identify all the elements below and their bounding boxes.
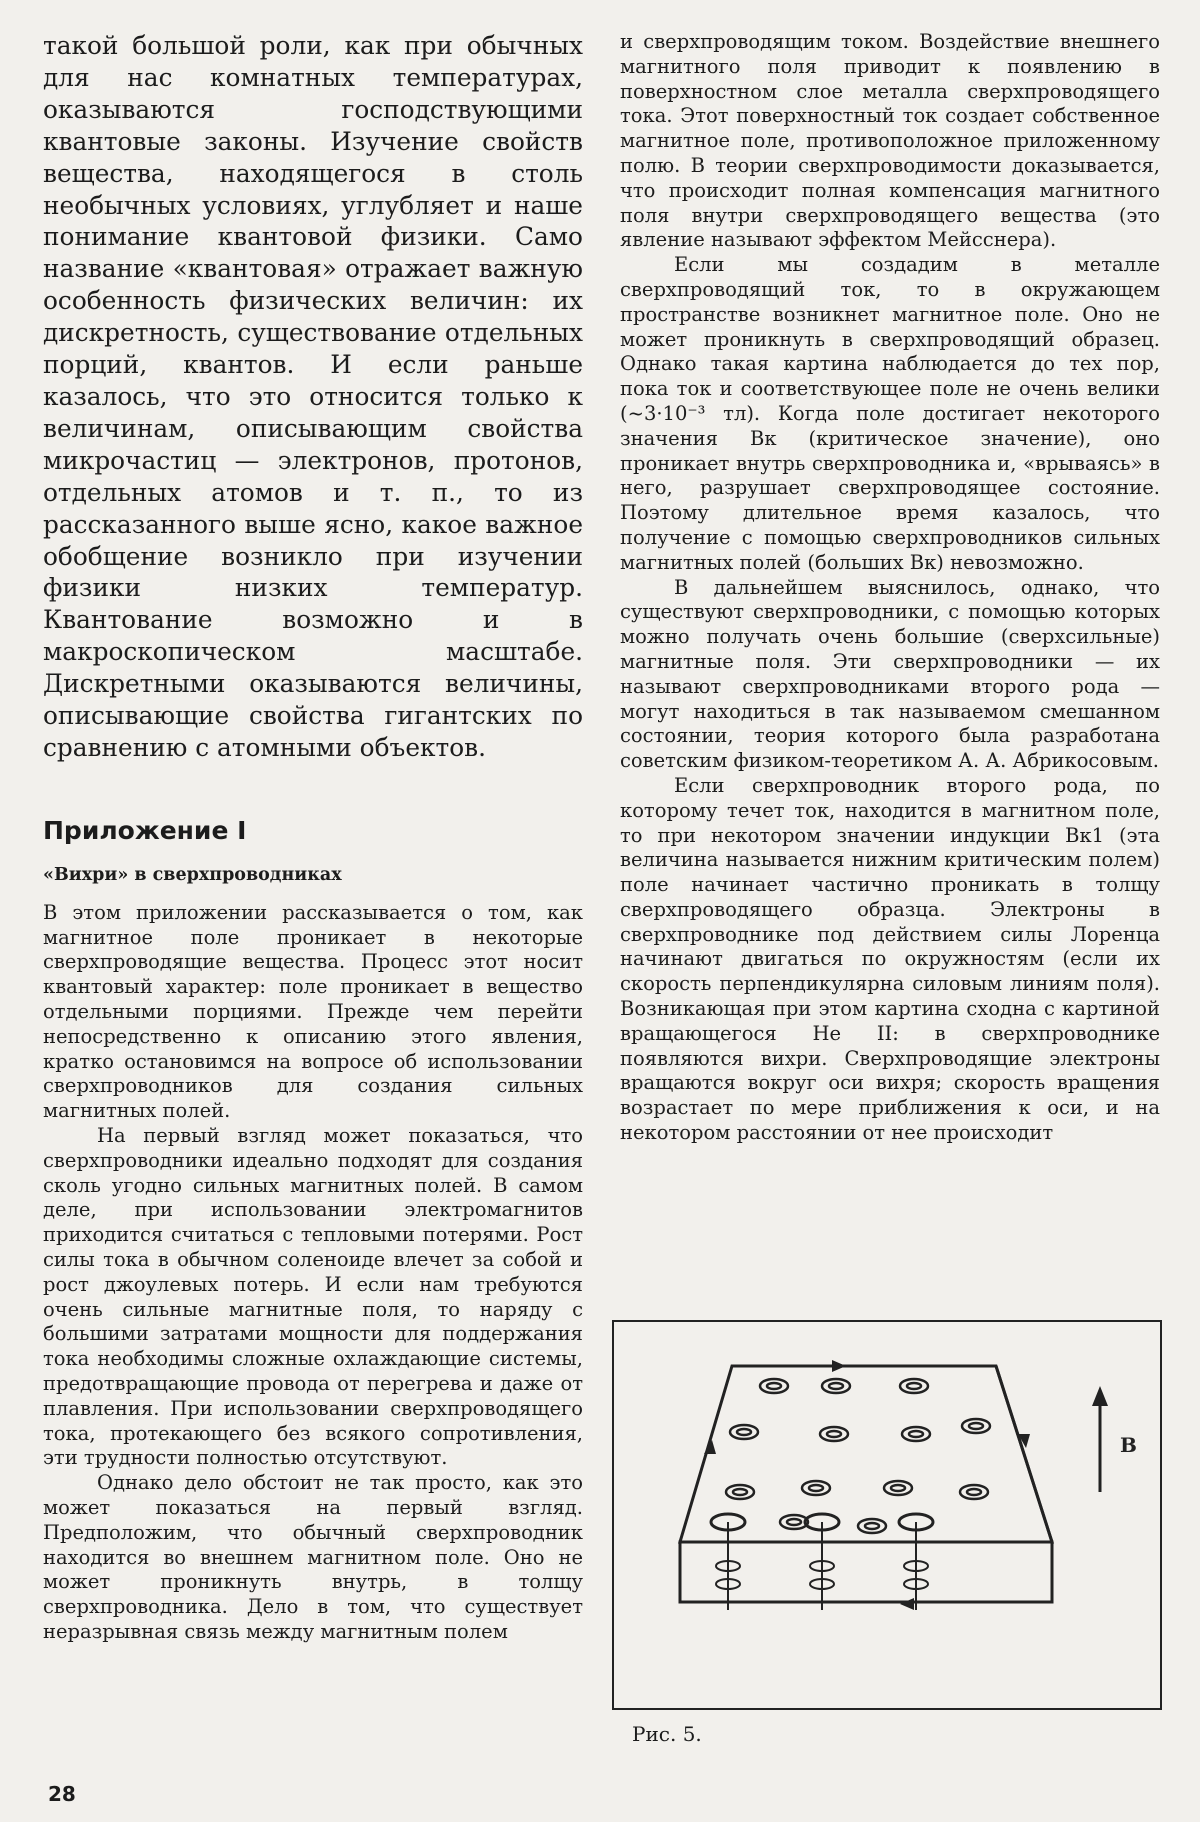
page-number: 28 bbox=[48, 1782, 76, 1806]
vortex-figure bbox=[612, 1320, 1162, 1710]
figure-caption: Рис. 5. bbox=[632, 1722, 702, 1746]
paragraph: Если сверхпроводник второго рода, по которому течет ток, находится в магнитном поле, то при некотором значении индукции Bк1 (эта величина называется нижним критическим полем) поле начинает частично проникать в толщу сверхпроводящего образца. Электроны в сверхпроводнике под действием силы Лоренца начинают двигаться по окружностям (если их скорость перпендикулярна силовым линиям поля). Возникающая при этом картина сходна с картиной вращающегося He II: в сверхпроводнике появляются вихри. Сверхпроводящие электроны вращаются вокруг оси вихря; скорость вращения возрастает по мере приближения к оси, и на некотором расстоянии от нее происходит bbox=[620, 773, 1160, 1145]
right-column bbox=[620, 30, 1160, 1146]
paragraph: В этом приложении рассказывается о том, как магнитное поле проникает в некоторые сверхпроводящие вещества. Процесс этот носит квантовый характер: поле проникает в вещество отдельными порциями. Прежде чем перейти непосредственно к описанию этого явления, кратко остановимся на вопросе об использовании сверхпроводников для создания сильных магнитных полей. bbox=[43, 900, 583, 1123]
paragraph: Однако дело обстоит не так просто, как это может показаться на первый взгляд. Предположим, что обычный сверхпроводник находится во внешнем магнитном поле. Оно не может проникнуть внутрь, в толщу сверхпроводника. Дело в том, что существует неразрывная связь между магнитным полем bbox=[43, 1471, 583, 1643]
vortex-axes bbox=[716, 1522, 928, 1610]
paragraph: В дальнейшем выяснилось, однако, что существуют сверхпроводники, с помощью которых можно получать очень большие (сверхсильные) магнитные поля. Эти сверхпроводники — их называют сверхпроводниками второго рода — могут находиться в так называемом смешанном состоянии, теория которого была разработана советским физиком-теоретиком А. А. Абрикосовым. bbox=[620, 575, 1160, 773]
intro-paragraph: такой большой роли, как при обычных для нас комнатных температурах, оказываются господствующими квантовые законы. Изучение свойств вещества, находящегося в столь необычных условиях, углубляет и наше понимание квантовой физики. Само название «квантовая» отражает важную особенность физических величин: их дискретность, существование отдельных порций, квантов. И если раньше казалось, что это относится только к величинам, описывающим свойства микрочастиц — электронов, протонов, отдельных атомов и т. п., то из рассказанного выше ясно, какое важное обобщение возникло при изучении физики низких температур. Квантование возможно и в макроскопическом масштабе. Дискретными оказываются величины, описывающие свойства гигантских по сравнению с атомными объектов. bbox=[43, 31, 583, 762]
paragraph: и сверхпроводящим током. Воздействие внешнего магнитного поля приводит к появлению в поверхностном слое металла сверхпроводящего тока. Этот поверхностный ток создает собственное магнитное поле, противоположное приложенному полю. В теории сверхпроводимости доказывается, что происходит полная компенсация магнитного поля внутри сверхпроводящего вещества (это явление называют эффектом Мейсснера). bbox=[620, 30, 1160, 252]
slab-side-edge bbox=[996, 1366, 1052, 1542]
field-arrow bbox=[1092, 1386, 1108, 1492]
paragraph: На первый взгляд может показаться, что сверхпроводники идеально подходят для создания сколь угодно сильных магнитных полей. В самом деле, при использовании электромагнитов приходится считаться с тепловыми потерями. Рост силы тока в обычном соленоиде влечет за собой и рост джоулевых потерь. И если нам требуются очень сильные магнитные поля, то наряду с большими затратами мощности для поддержания тока необходимы сложные охлаждающие системы, предотвращающие провода от перегрева и даже от плавления. При использовании сверхпроводящего тока, протекающего без всякого сопротивления, эти трудности полностью отсутствуют. bbox=[43, 1124, 583, 1470]
appendix-subtitle: «Вихри» в сверхпроводниках bbox=[43, 864, 342, 885]
vortex-rings bbox=[726, 1379, 990, 1533]
paragraph: Если мы создадим в металле сверхпроводящий ток, то в окружающем пространстве возникнет магнитное поле. Оно не может проникнуть в сверхпроводящий образец. Однако такая картина наблюдается до тех пор, пока ток и соответствующее поле не очень велики (~3·10⁻³ тл). Когда поле достигает некоторого значения Bк (критическое значение), оно проникает внутрь сверхпроводника и, «врываясь» в него, разрушает сверхпроводящее состояние. Поэтому длительное время казалось, что получение с помощью сверхпроводников сильных магнитных полей (больших Bк) невозможно. bbox=[620, 253, 1160, 574]
appendix-title: Приложение I bbox=[43, 815, 247, 845]
slab-front-face bbox=[680, 1542, 1052, 1602]
field-label: B bbox=[1120, 1433, 1137, 1457]
left-column bbox=[43, 30, 583, 1645]
vortex-diagram bbox=[614, 1322, 1160, 1708]
